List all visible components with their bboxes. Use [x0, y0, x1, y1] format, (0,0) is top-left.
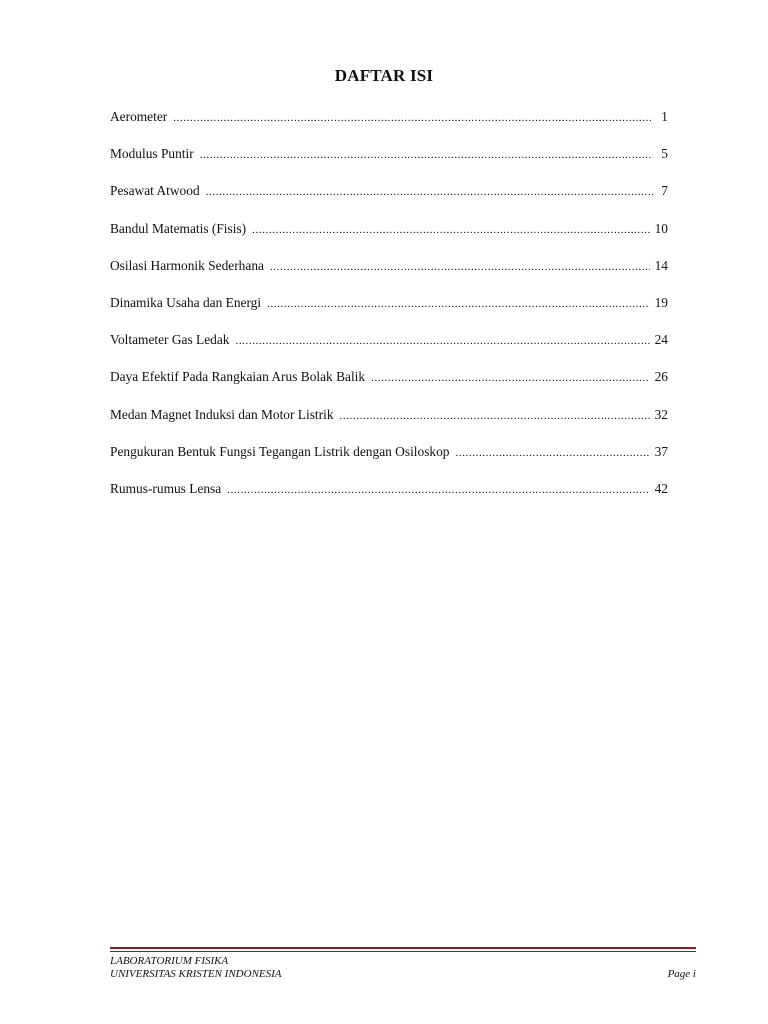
toc-entry-label: Dinamika Usaha dan Energi: [110, 294, 262, 310]
toc-entry-label: Voltameter Gas Ledak: [110, 332, 230, 348]
toc-entry[interactable]: [110, 444, 668, 481]
toc-entry[interactable]: [110, 332, 668, 369]
toc-entry-label: Modulus Puntir: [110, 146, 194, 162]
footer-divider-thin: [110, 951, 696, 952]
toc-entry-label: Bandul Matematis (Fisis): [110, 220, 247, 236]
footer-university-name: UNIVERSITAS KRISTEN INDONESIA: [110, 968, 282, 980]
toc-entry-label: Daya Efektif Pada Rangkaian Arus Bolak Balik: [110, 369, 366, 385]
toc-entry[interactable]: [110, 481, 668, 518]
toc-entry-page: 37: [654, 443, 668, 459]
toc-entry[interactable]: [110, 146, 668, 183]
toc-dot-leader: [235, 335, 649, 347]
toc-dot-leader: [267, 298, 650, 310]
toc-dot-leader: [456, 447, 650, 459]
toc-entry-page: 10: [654, 220, 668, 236]
toc-entry-page: 19: [654, 294, 668, 310]
footer-page-number: Page i: [667, 968, 696, 980]
toc-entry[interactable]: [110, 295, 668, 332]
toc-entry-page: 42: [654, 480, 668, 496]
toc-entry-label: Rumus-rumus Lensa: [110, 480, 222, 496]
toc-entry-label: Pesawat Atwood: [110, 183, 200, 199]
toc-entry-label: Pengukuran Bentuk Fungsi Tegangan Listrik dengan Osiloskop: [110, 443, 450, 459]
toc-dot-leader: [200, 149, 653, 161]
toc-entry[interactable]: [110, 258, 668, 295]
toc-entry-label: Osilasi Harmonik Sederhana: [110, 257, 264, 273]
toc-entry-label: Aerometer: [110, 109, 168, 124]
toc-entry[interactable]: [110, 183, 668, 220]
toc-dot-leader: [270, 261, 650, 273]
toc-entry-page: 5: [661, 146, 668, 162]
toc-dot-leader: [371, 372, 650, 384]
toc-entry-page: 26: [654, 369, 668, 385]
toc-entry-page: 7: [661, 183, 668, 199]
toc-entry-page: 24: [654, 332, 668, 348]
table-of-contents: [110, 109, 668, 518]
toc-entry-page: 14: [654, 257, 668, 273]
toc-entry[interactable]: [110, 109, 668, 146]
toc-dot-leader: [173, 112, 653, 124]
toc-entry-label: Medan Magnet Induksi dan Motor Listrik: [110, 406, 334, 422]
toc-entry[interactable]: [110, 369, 668, 406]
footer-divider-thick: [110, 947, 696, 949]
toc-entry-page: 1: [661, 109, 668, 124]
footer-institution: [110, 955, 282, 981]
footer-lab-name: LABORATORIUM FISIKA: [110, 955, 229, 967]
toc-entry[interactable]: [110, 221, 668, 258]
toc-dot-leader: [340, 410, 650, 422]
toc-dot-leader: [252, 224, 649, 236]
toc-entry[interactable]: [110, 407, 668, 444]
page-title: DAFTAR ISI: [334, 66, 434, 85]
toc-entry-page: 32: [654, 406, 668, 422]
toc-dot-leader: [227, 484, 649, 496]
toc-dot-leader: [206, 186, 653, 198]
